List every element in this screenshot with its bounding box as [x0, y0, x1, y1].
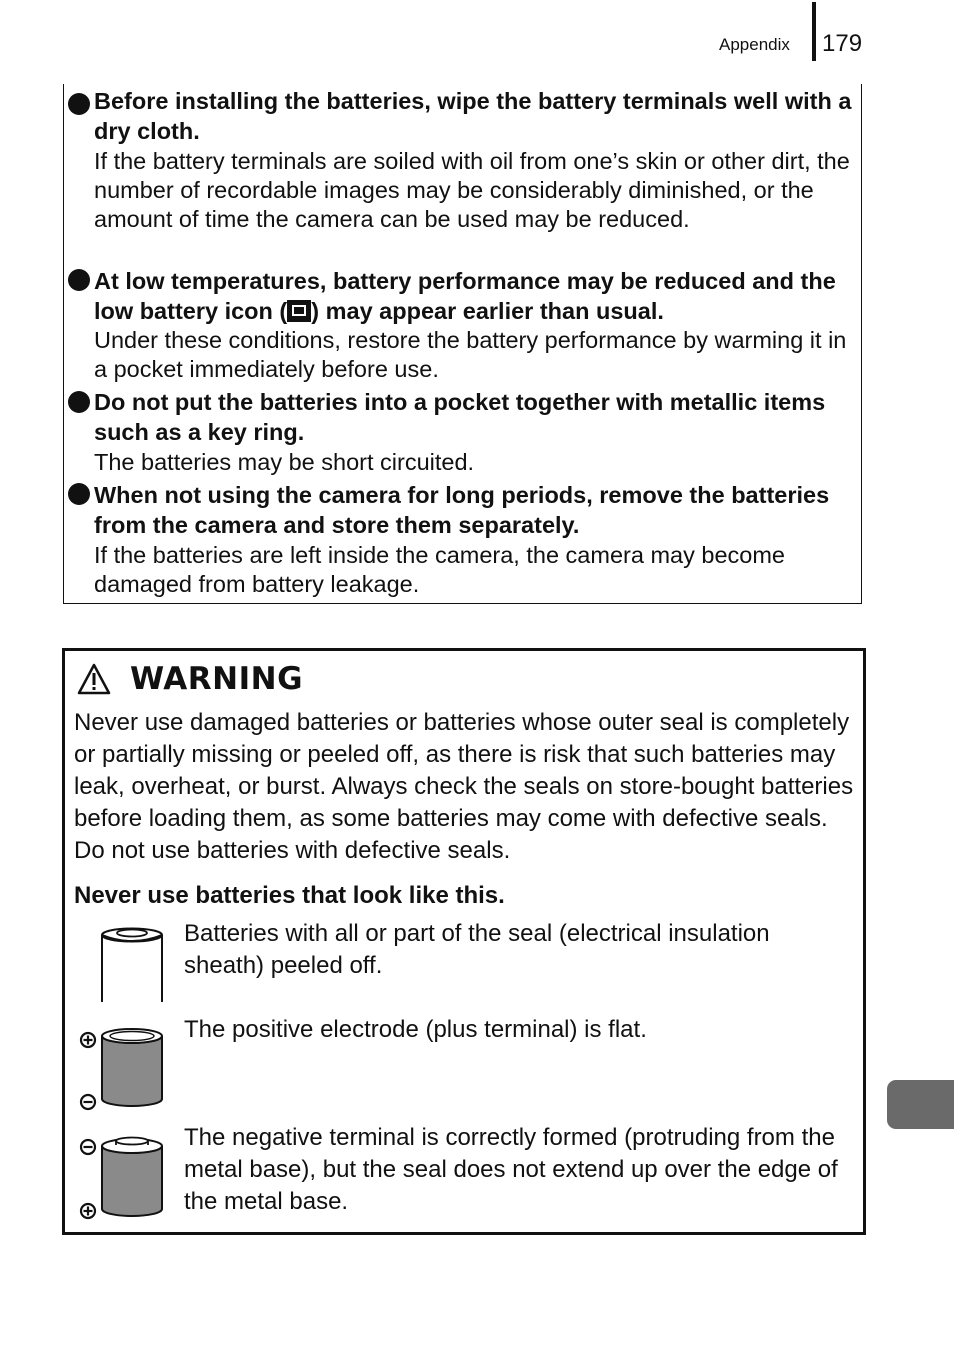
battery-flat-positive-icon: [73, 1023, 173, 1111]
header-divider: [812, 2, 816, 61]
page-number: 179: [822, 30, 863, 57]
caution-body-4: If the batteries are left inside the camera, the camera may become damaged from battery leakage.: [94, 542, 785, 597]
battery-peeled-seal-icon: [73, 922, 173, 1006]
caution-box: [63, 84, 862, 604]
example-text-2: The positive electrode (plus terminal) is flat.: [184, 1016, 647, 1043]
bullet-icon: [68, 483, 90, 505]
section-label: Appendix: [719, 35, 790, 54]
caution-heading-2: At low temperatures, battery performance may be reduced and the low battery icon ( ) may appear earlier than usual.: [94, 268, 836, 324]
bullet-icon: [68, 269, 90, 291]
warning-box: [62, 648, 866, 1235]
warning-title: WARNING: [130, 661, 304, 697]
bullet-icon: [68, 93, 90, 115]
example-text-1: Batteries with all or part of the seal (electrical insulation sheath) peeled off.: [184, 920, 770, 979]
warning-paragraph: Never use damaged batteries or batteries whose outer seal is completely or partially missing or peeled off, as there is risk that such batteries may leak, overheat, or burst. Always check the seals on store-bought batteries before loading them, as some batteries may come with defective seals. Do not use batteries with defective seals.: [74, 709, 854, 864]
bullet-icon: [68, 391, 90, 413]
caution-body-3: The batteries may be short circuited.: [94, 449, 475, 475]
caution-heading-1: Before installing the batteries, wipe the battery terminals well with a dry cloth.: [94, 88, 852, 144]
never-use-heading: Never use batteries that look like this.: [74, 882, 505, 909]
low-battery-icon: [287, 300, 311, 322]
example-text-3: The negative terminal is correctly formed (protruding from the metal base), but the seal does not extend up over the edge of the metal base.: [184, 1124, 838, 1215]
caution-heading-4: When not using the camera for long periods, remove the batteries from the camera and store them separately.: [94, 482, 830, 538]
caution-body-2: Under these conditions, restore the battery performance by warming it in a pocket immediately before use.: [94, 327, 847, 382]
chapter-side-tab: [887, 1080, 954, 1129]
battery-seal-short-icon: [73, 1133, 173, 1221]
warning-triangle-icon: [77, 663, 111, 695]
caution-heading-3: Do not put the batteries into a pocket together with metallic items such as a key ring.: [94, 389, 826, 445]
caution-body-1: If the battery terminals are soiled with oil from one’s skin or other dirt, the number of recordable images may be considerably diminished, or the amount of time the camera can be used may be reduced.: [94, 148, 850, 232]
